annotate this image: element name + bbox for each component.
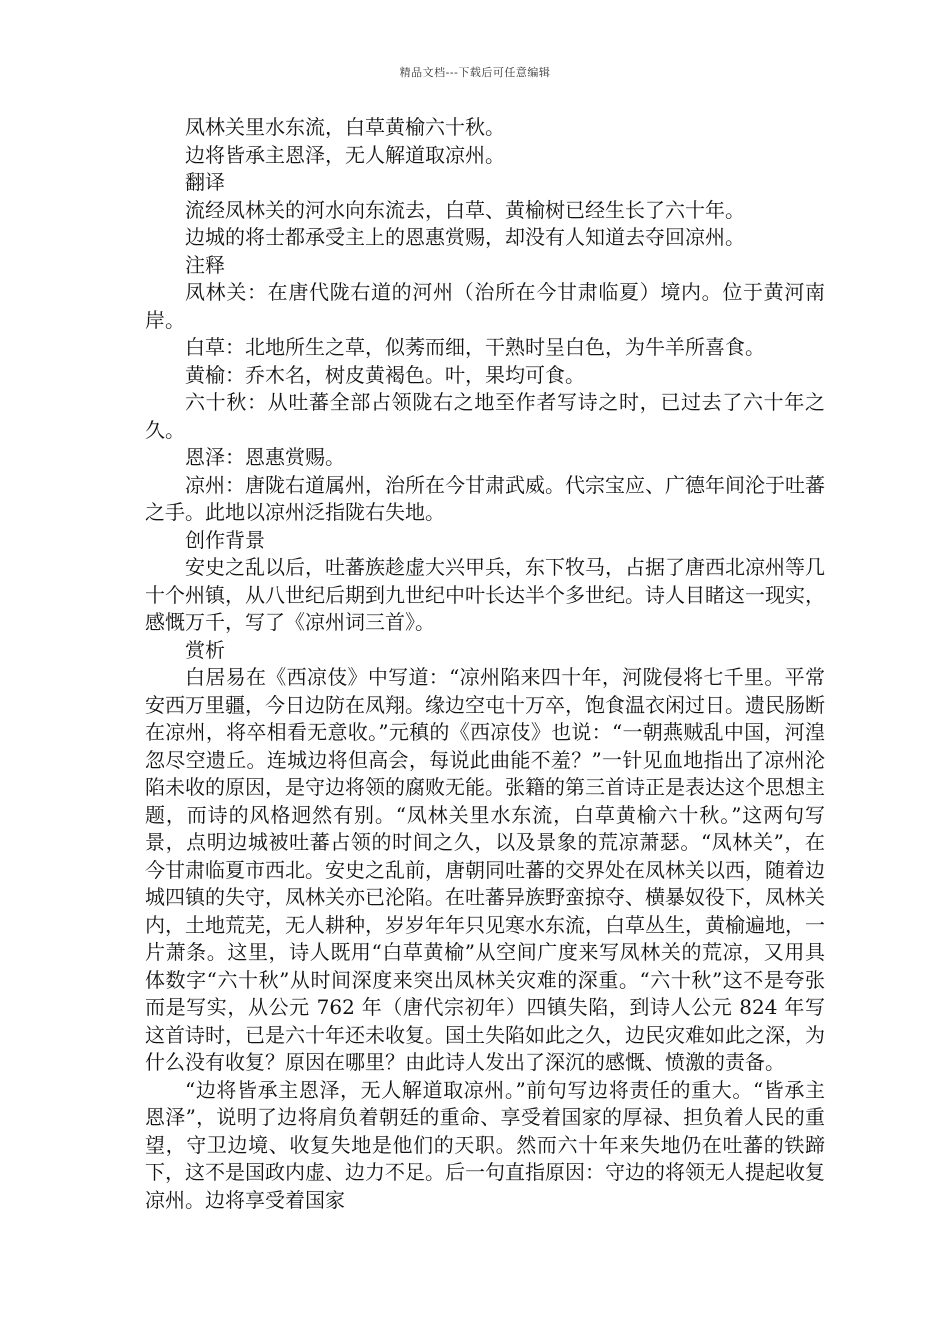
- section-heading-notes: 注释: [185, 252, 225, 277]
- document-body: [145, 114, 825, 1214]
- translation-line-2: 边城的将士都承受主上的恩惠赏赐，却没有人知道去夺回凉州。: [185, 225, 745, 249]
- section-heading-background: 创作背景: [185, 527, 265, 552]
- section-heading-translation: 翻译: [185, 170, 225, 194]
- appreciation-paragraph-1: 白居易在《西凉伎》中写道：“凉州陷来四十年，河陇侵将七千里。平常安西万里疆，今日边防在凤翔。缘边空屯十万卒，饱食温衣闲过日。遗民肠断在凉州，将卒相看无意收。”元稹的《西凉伎》也说：“一朝燕贼乱中国，河湟忽尽空遗丘。连城边将但高会，每说此曲能不羞？”一针见血地指出了凉州沦陷未收的原因，是守边将领的腐败无能。张籍的第三首诗正是表达这个思想主题，而诗的风格迥然有别。“凤林关里水东流，白草黄榆六十秋。”这两句写景，点明边城被吐蕃占领的时间之久，以及景象的荒凉萧瑟。“凤林关”，在今甘肃临夏市西北。安史之乱前，唐朝同吐蕃的交界处在凤林关以西，随着边城四镇的失守，凤林关亦已沦陷。在吐蕃异族野蛮掠夺、横暴奴役下，凤林关内，土地荒芜，无人耕种，岁岁年年只见寒水东流，白草丛生，黄榆遍地，一片萧条。这里，诗人既用“白草黄榆”从空间广度来写凤林关的荒凉，又用具体数字“六十秋”从时间深度来突出凤林关灾难的深重。“六十秋”这不是夸张而是写实，从公元 762 年（唐代宗初年）四镇失陷，到诗人公元 824 年写这首诗时，已是六十年还未收复。国土失陷如此之久，边民灾难如此之深，为什么没有收复？原因在哪里？由此诗人发出了深沉的感慨、愤激的责备。: [145, 665, 825, 1074]
- page-header: 精品文档---下载后可任意编辑: [399, 66, 551, 79]
- poem-line-1: 凤林关里水东流，白草黄榆六十秋。: [185, 115, 505, 139]
- note-huangyu: 黄榆：乔木名，树皮黄褐色。叶，果均可食。: [185, 362, 585, 387]
- translation-line-1: 流经凤林关的河水向东流去，白草、黄榆树已经生长了六十年。: [185, 197, 745, 222]
- note-baicao: 白草：北地所生之草，似莠而细，干熟时呈白色，为牛羊所喜食。: [185, 335, 765, 359]
- section-heading-appreciation: 赏析: [185, 637, 225, 662]
- appreciation-paragraph-2: “边将皆承主恩泽，无人解道取凉州。”前句写边将责任的重大。“皆承主恩泽”，说明了边将肩负着朝廷的重命、享受着国家的厚禄、担负着人民的重望，守卫边境、收复失地是他们的天职。然而六十年来失地仍在吐蕃的铁蹄下，这不是国政内虚、边力不足。后一句直指原因：守边的将领无人提起收复凉州。边将享受着国家: [145, 1077, 825, 1212]
- background-paragraph: 安史之乱以后，吐蕃族趁虚大兴甲兵，东下牧马，占据了唐西北凉州等几十个州镇，从八世纪后期到九世纪中叶长达半个多世纪。诗人目睹这一现实，感慨万千，写了《凉州词三首》。: [145, 555, 825, 634]
- note-liangzhou: 凉州：唐陇右道属州，治所在今甘肃武威。代宗宝应、广德年间沦于吐蕃之手。此地以凉州泛指陇右失地。: [145, 472, 825, 524]
- note-enze: 恩泽：恩惠赏赐。: [185, 445, 345, 469]
- poem-line-2: 边将皆承主恩泽，无人解道取凉州。: [185, 142, 505, 167]
- note-fenglinguan: 凤林关：在唐代陇右道的河州（治所在今甘肃临夏）境内。位于黄河南岸。: [145, 280, 825, 332]
- note-liushiqiu: 六十秋：从吐蕃全部占领陇右之地至作者写诗之时，已过去了六十年之久。: [145, 390, 825, 442]
